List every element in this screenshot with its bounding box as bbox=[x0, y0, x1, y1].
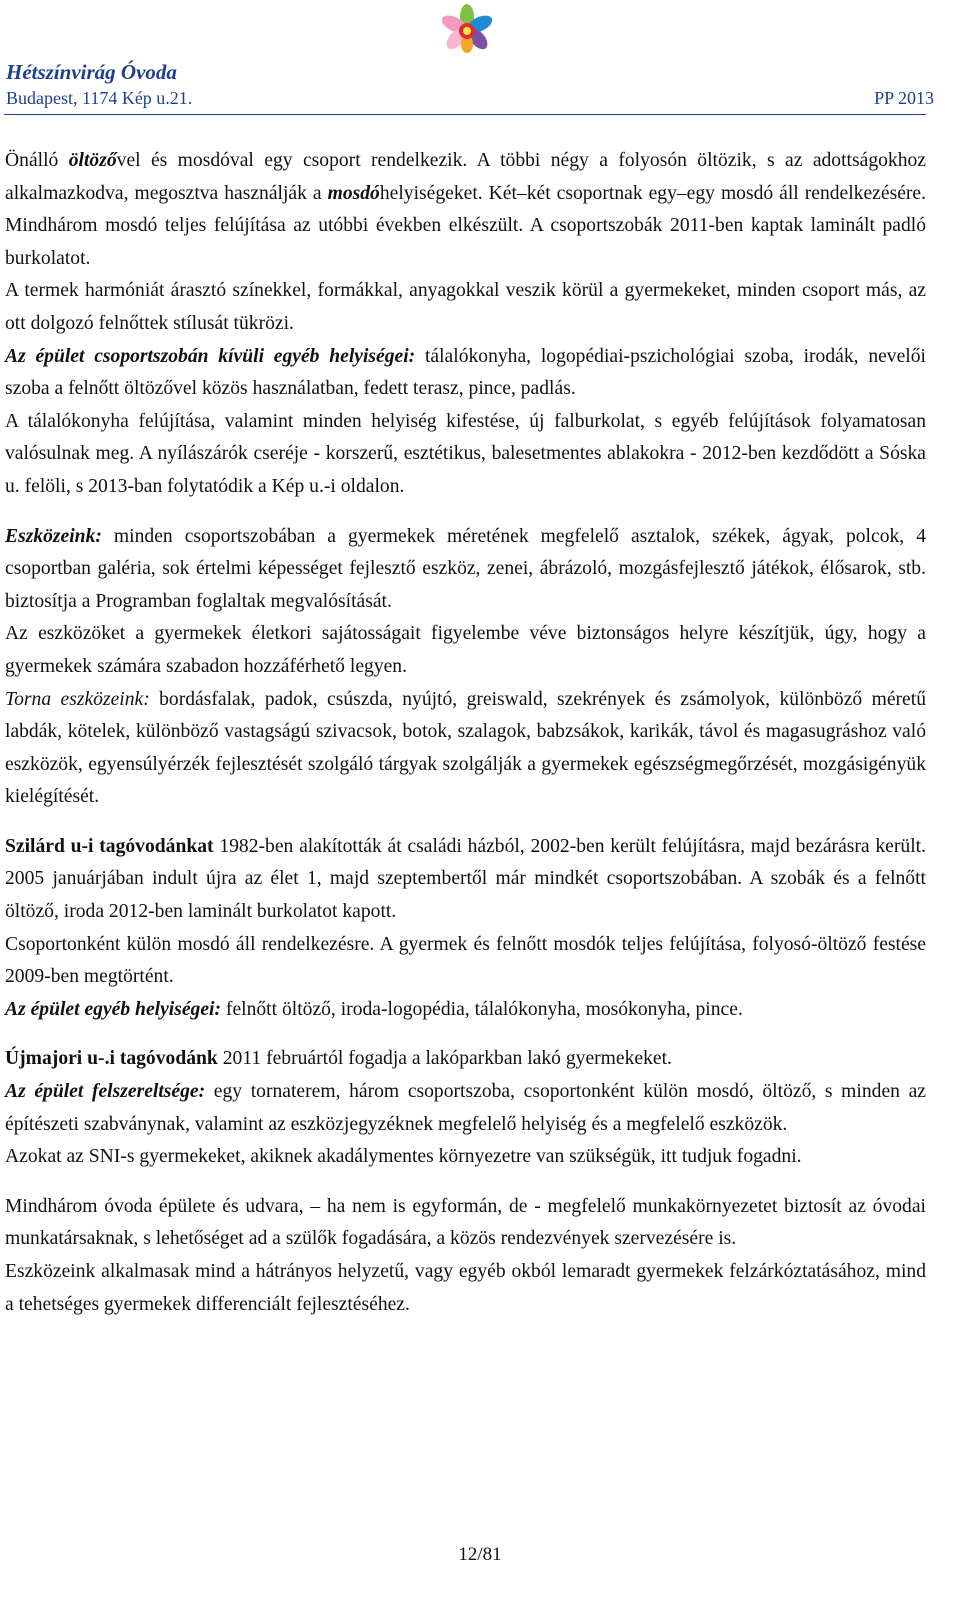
program-year: PP 2013 bbox=[874, 88, 934, 108]
page-header bbox=[0, 0, 960, 118]
paragraph-szilard-other-rooms: Az épület egyéb helyiségei: felnőtt öltöző, iroda-logopédia, tálalókonyha, mosókonyha, pince. bbox=[5, 998, 743, 1020]
paragraph-ujmajori-facilities: Az épület felszereltsége: egy tornaterem, három csoportszoba, csoportonként külön mosdó, öltöző, s minden az építészeti szabványnak, valamint az eszközjegyzéknek megfelelő helyiség és a megfelelő eszközök. bbox=[5, 1081, 926, 1135]
organization-name: Hétszínvirág Óvoda bbox=[6, 60, 177, 84]
flower-logo bbox=[432, 4, 502, 65]
paragraph-equipment-placement: Az eszközöket a gyermekek életkori sajátosságait figyelembe véve biztonságos helyre készítjük, úgy, hogy a gyermekek számára szabadon hozzáférhető legyen. bbox=[5, 623, 926, 677]
header-rule bbox=[4, 114, 926, 115]
organization-address: Budapest, 1174 Kép u.21. bbox=[6, 88, 193, 108]
paragraph-other-rooms: Az épület csoportszobán kívüli egyéb helyiségei: tálalókonyha, logopédiai-pszichológiai szoba, irodák, nevelői szoba a felnőtt öltözővel közös használatban, fedett terasz, pince, padlás. bbox=[5, 345, 926, 400]
paragraph-gym-equipment: Torna eszközeink: bordásfalak, padok, csúszda, nyújtó, greiswald, szekrények és zsámolyok, különböző méretű labdák, kötelek, különböző vastagságú szivacsok, botok, szalagok, babzsákok, karikák, távol és magasugráshoz való eszközök, egyensúlyérzék fejlesztését szolgáló tárgyak szolgálják a gyermekek egészségmegőrzését, mozgásigényük kielégítését. bbox=[5, 688, 926, 808]
paragraph-sni-children: Azokat az SNI-s gyermekeket, akiknek akadálymentes környezetre van szükségük, itt tudjuk fogadni. bbox=[5, 1146, 802, 1168]
paragraph-rooms-style: A termek harmóniát árasztó színekkel, formákkal, anyagokkal veszik körül a gyermekeket, minden csoport más, az ott dolgozó felnőttek stílusát tükrözi. bbox=[5, 280, 926, 334]
paragraph-work-environment: Mindhárom óvoda épülete és udvara, – ha nem is egyformán, de - megfelelő munkakörnyezetet biztosít az óvodai munkatársaknak, s lehetőséget ad a szülők fogadására, a közös rendezvények szervezésére is. bbox=[5, 1195, 926, 1250]
paragraph-ujmajori-branch: Újmajori u-.i tagóvodánk 2011 februártól fogadja a lakóparkban lakó gyermekeket. bbox=[5, 1048, 672, 1070]
paragraph-equipment-suitability: Eszközeink alkalmasak mind a hátrányos helyzetű, vagy egyéb okból lemaradt gyermekek felzárkóztatásához, mind a tehetséges gyermekek differenciált fejlesztéséhez. bbox=[5, 1261, 926, 1315]
paragraph-szilard-branch: Szilárd u-i tagóvodánkat 1982-ben alakították át családi házból, 2002-ben került felújításra, majd bezárásra került. 2005 januárjában indult újra az élet 1, majd szeptembertől már mindkét csoportszobában. A szobák és a felnőtt öltöző, iroda 2012-ben laminált burkolatot kapott. bbox=[5, 835, 926, 923]
page-number: 12/81 bbox=[458, 1544, 502, 1565]
paragraph-equipment: Eszközeink: minden csoportszobában a gyermekek méretének megfelelő asztalok, székek, ágyak, polcok, 4 csoportban galéria, sok értelmi képességet fejlesztő eszköz, zenei, ábrázoló, mozgásfejlesztő játékok, élősarok, stb. biztosítja a Programban foglaltak megvalósítását. bbox=[5, 525, 926, 612]
paragraph-dressing-rooms: Önálló öltözővel és mosdóval egy csoport rendelkezik. A többi négy a folyosón öltözik, s az adottságokhoz alkalmazkodva, megosztva használják a mosdóhelyiségeket. Két–két csoportnak egy–egy mosdó áll rendelkezésére. Mindhárom mosdó teljes felújítása az utóbbi években elkészült. A csoportszobák 2011-ben kaptak laminált padló burkolatot. bbox=[5, 150, 927, 269]
paragraph-szilard-washrooms: Csoportonként külön mosdó áll rendelkezésre. A gyermek és felnőtt mosdók teljes felújítása, folyosó-öltöző festése 2009-ben megtörtént. bbox=[5, 933, 926, 988]
paragraph-renovations: A tálalókonyha felújítása, valamint minden helyiség kifestése, új falburkolat, s egyéb felújítások folyamatosan valósulnak meg. A nyílászárók cseréje - korszerű, esztétikus, balesetmentes ablakokra - 2012-ben kezdődött a Sóska u. felöli, s 2013-ban folytatódik a Kép u.-i oldalon. bbox=[5, 410, 926, 497]
document-body bbox=[5, 145, 926, 1321]
